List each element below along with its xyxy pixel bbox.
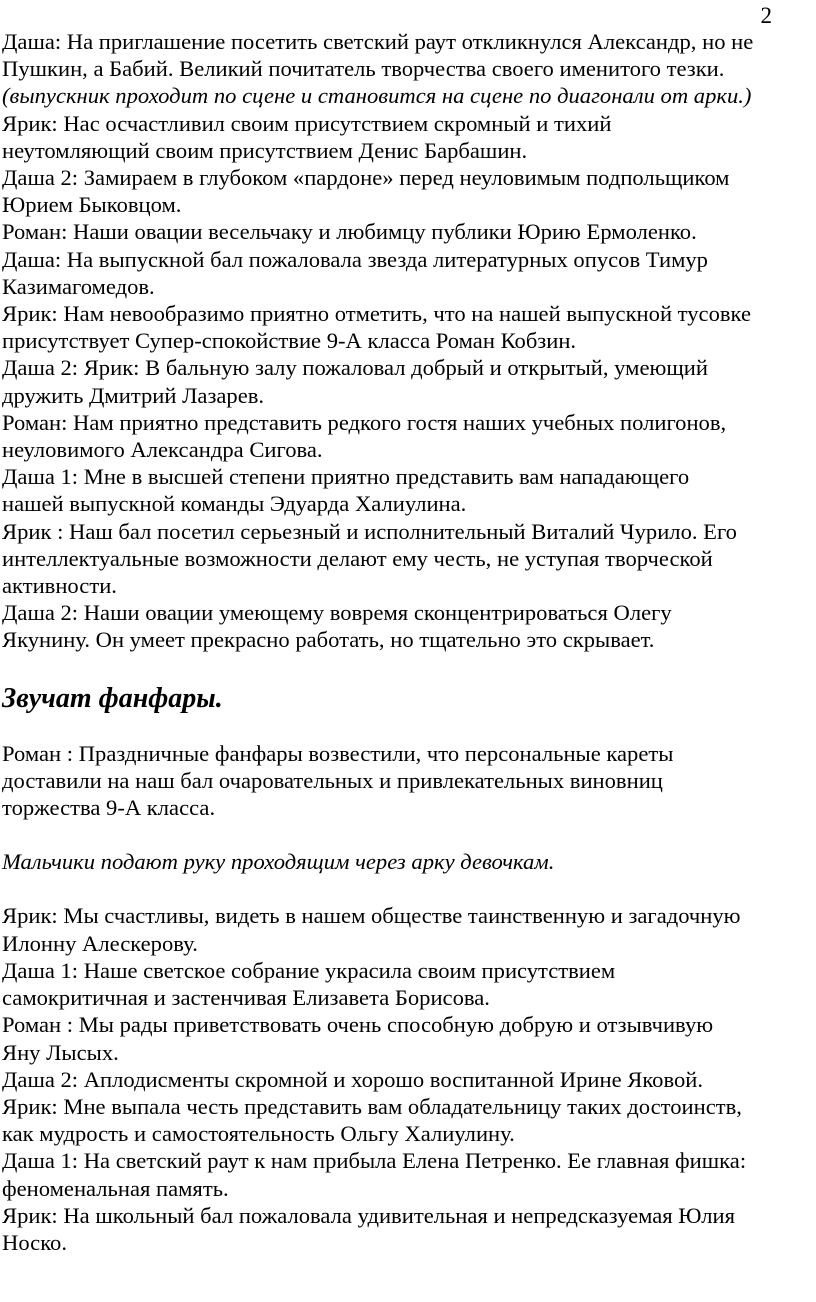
stage-direction: (выпускник проходит по сцене и становится на сцене по диагонали от арки.) (2, 83, 752, 109)
text-line: Даша 1: Наше светское собрание украсила своим присутствием (2, 957, 616, 983)
section-heading: Звучат фанфары. (2, 682, 223, 714)
text-line: Даша: На приглашение посетить светский раут откликнулся Александр, но не (2, 29, 754, 54)
text-line: Илонну Алескерову. (2, 930, 198, 956)
text-line: Ярик: Нам невообразимо приятно отметить, что на нашей выпускной тусовке (2, 301, 751, 327)
text-line: Казимагомедов. (2, 273, 155, 299)
text-line: Ярик : Наш бал посетил серьезный и исполнительный Виталий Чурило. Его (2, 518, 737, 544)
text-line: Роман : Мы рады приветствовать очень способную добрую и отзывчивую (2, 1012, 714, 1038)
stage-direction: Мальчики подают руку проходящим через арку девочкам. (2, 849, 555, 875)
text-line: Яну Лысых. (2, 1039, 119, 1065)
text-line: Ярик: Мне выпала честь представить вам обладательницу таких достоинств, (2, 1093, 742, 1119)
blank-line (2, 875, 814, 902)
text-line: Даша 1: На светский раут к нам прибыла Елена Петренко. Ее главная фишка: (2, 1148, 747, 1174)
text-line: самокритичная и застенчивая Елизавета Борисова. (2, 985, 490, 1011)
text-line: Роман: Нам приятно представить редкого гостя наших учебных полигонов, (2, 409, 727, 435)
text-line: Ярик: На школьный бал пожаловала удивительная и непредсказуемая Юлия (2, 1202, 735, 1228)
text-line: Даша 2: Аплодисменты скромной и хорошо воспитанной Ирине Яковой. (2, 1066, 704, 1092)
text-line: неутомляющий своим присутствием Денис Барбашин. (2, 137, 528, 163)
text-line: Даша 2: Замираем в глубоком «пардоне» перед неуловимым подпольщиком (2, 165, 730, 191)
text-line: доставили на наш бал очаровательных и привлекательных виновниц (2, 767, 663, 793)
blank-line (2, 821, 814, 848)
text-line: присутствует Супер-спокойствие 9-А класса Роман Кобзин. (2, 328, 577, 354)
text-line: феноменальная память. (2, 1175, 229, 1201)
text-line: Даша 1: Мне в высшей степени приятно представить вам нападающего (2, 464, 690, 490)
text-line: Ярик: Мы счастливы, видеть в нашем обществе таинственную и загадочную (2, 903, 741, 929)
text-line: Даша 2: Ярик: В бальную залу пожаловал добрый и открытый, умеющий (2, 355, 708, 381)
text-line: Якунину. Он умеет прекрасно работать, но тщательно это скрывает. (2, 627, 655, 653)
document-body (2, 28, 814, 1256)
text-line: торжества 9-А класса. (2, 795, 216, 821)
text-line: интеллектуальные возможности делают ему честь, не уступая творческой (2, 545, 713, 571)
text-line: Юрием Быковцом. (2, 192, 182, 218)
text-line: Носко. (2, 1229, 67, 1255)
text-line: Пушкин, а Бабий. Великий почитатель творчества своего именитого тезки. (2, 56, 725, 82)
text-line: Роман: Наши овации весельчаку и любимцу публики Юрию Ермоленко. (2, 219, 697, 245)
text-line: Роман : Праздничные фанфары возвестили, что персональные кареты (2, 740, 674, 766)
text-line: дружить Дмитрий Лазарев. (2, 382, 265, 408)
text-line: Ярик: Нас осчастливил своим присутствием скромный и тихий (2, 110, 612, 136)
text-line: нашей выпускной команды Эдуарда Халиулина. (2, 491, 467, 517)
text-line: активности. (2, 573, 117, 599)
text-line: неуловимого Александра Сигова. (2, 437, 323, 463)
page-number: 2 (760, 3, 772, 28)
text-line: как мудрость и самостоятельность Ольгу Халиулину. (2, 1121, 515, 1147)
text-line: Даша: На выпускной бал пожаловала звезда литературных опусов Тимур (2, 246, 708, 272)
text-line: Даша 2: Наши овации умеющему вовремя сконцентрироваться Олегу (2, 600, 672, 626)
